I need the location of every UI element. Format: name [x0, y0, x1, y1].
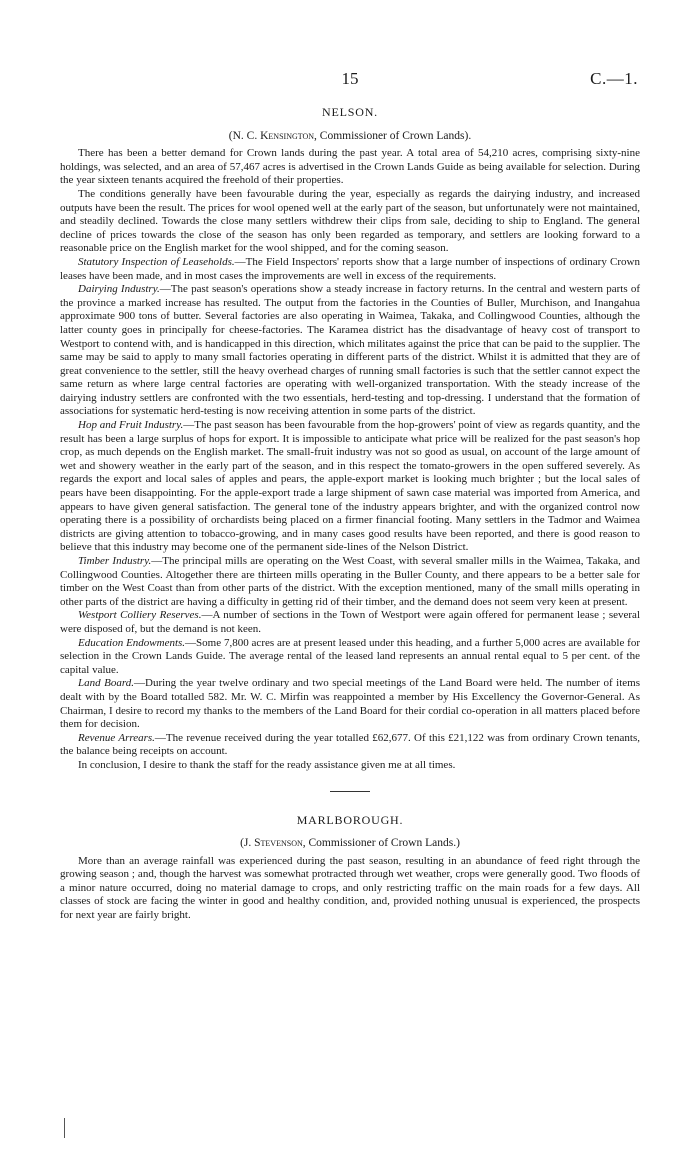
paragraph-text: —The revenue received during the year totalled £62,677. Of this £21,122 was from ordinary Crown tenants, the balance being receipts on account.	[60, 731, 640, 758]
paragraph	[60, 188, 640, 256]
paragraph-text: In conclusion, I desire to thank the staff for the ready assistance given me at all times.	[78, 758, 456, 771]
paragraph-heading: Land Board.	[78, 677, 134, 690]
paragraph-text: —The past season has been favourable from the hop-growers' point of view as regards quantity, and the result has been a large surplus of hops for export. It is impossible to anticipate what price will be realized for the past season's hop crop, as much depends on the English market. The small-fruit industry was not so good as usual, on account of the large amount of wet and showery weather in the early part of the season, and in this respect the tomato-growers in the open suffered severely. As regards the export and local sales of apples and pears, the apple-export market is looking much brighter ; but the local sales of pears have been disappointing. For the apple-export trade a large shipment of sawn case material was imported from America, and appears to have given general satisfaction. The general tone of the industry appears brighter, and with the organized control now operating there is a possibility of orchardists being placed on a firmer financial footing. Many settlers in the Tadmor and Waimea districts are giving attention to tobacco-growing, and in many cases good results have been reported, and there is good reason to believe that this industry may become one of the permanent side-lines of the Nelson District.	[60, 419, 640, 554]
commissioner-suffix: , Commissioner of Crown Lands).	[314, 129, 472, 142]
paragraph	[60, 855, 640, 923]
paragraph	[60, 283, 640, 419]
paragraph-heading: Hop and Fruit Industry.	[78, 419, 184, 432]
paragraph-text: —The Field Inspectors' reports show that a large number of inspections of ordinary Crown leases have been made, and in most cases the improvements are well in excess of the requirements.	[60, 255, 641, 282]
paragraph-heading: Statutory Inspection of Leaseholds.	[78, 255, 235, 268]
paragraph-text: —The principal mills are operating on the West Coast, with several smaller mills in the Waimea, Takaka, and Collingwood Counties. Altogether there are thirteen mills operating in the Buller County, and there appears to be a better sale for timber on the West Coast than from other parts of the district. With the exception mentioned, many of the small mills operating in other parts of the district are having a difficulty in getting rid of their timber, and the demand does not seem very keen at present.	[60, 555, 640, 608]
commissioner-name: Stevenson	[254, 837, 303, 850]
paragraph	[60, 256, 640, 283]
paragraph-text: There has been a better demand for Crown lands during the past year. A total area of 54,210 acres, comprising sixty-nine holdings, was selected, and an area of 57,467 acres is advertised in the Crown Lands Guide as being available for selection. During the year sixteen tenants acquired the freehold of their properties.	[60, 147, 640, 187]
paragraph-text: More than an average rainfall was experienced during the past season, resulting in an abundance of feed right through the growing season ; and, though the harvest was somewhat protracted through wet weather, crops were generally good. Two floods of a minor nature occurred, doing no material damage to crops, and only restricting traffic on the main roads for a few days. All classes of stock are facing the winter in good and healthy condition, and, provided nothing unusual is experienced, the prospects for next year are fairly bright.	[60, 854, 640, 922]
paragraph	[60, 147, 640, 188]
paragraph-text: —During the year twelve ordinary and two special meetings of the Land Board were held. The number of items dealt with by the Board totalled 582. Mr. W. C. Mirfin was reappointed a member by His Excellency the Governor-General. As Chairman, I desire to record my thanks to the members of the Land Board for their cordial co-operation in all matters placed before them for decision.	[60, 677, 640, 731]
commissioner-suffix: , Commissioner of Crown Lands.)	[302, 837, 460, 850]
paragraph	[60, 555, 640, 609]
commissioner-line-marlborough	[60, 837, 640, 851]
paragraph	[60, 759, 640, 773]
paragraph-heading: Revenue Arrears.	[78, 731, 155, 744]
paragraph	[60, 419, 640, 555]
paragraph	[60, 732, 640, 759]
paragraph	[60, 637, 640, 678]
section-title-nelson: NELSON.	[322, 105, 378, 119]
document-code: C.—1.	[590, 69, 638, 88]
paragraph-heading: Dairying Industry.	[78, 283, 160, 296]
paragraph-heading: Education Endowments.	[78, 636, 186, 649]
paragraph-heading: Timber Industry.	[78, 555, 152, 567]
paragraph	[60, 609, 640, 636]
paragraph-text: The conditions generally have been favourable during the year, especially as regards the dairying industry, and increased outputs have been the result. The prices for wool opened well at the early part of the season, but unfortunately were not maintained, and steadily declined. Towards the close many settlers withdrew their clips from sale, deciding to ship to England. The general decline of prices towards the close of the season has only been regarded as temporary, and settlers are looking forward to a reasonable price on the English market for the wool shipped, and for the coming season.	[60, 187, 640, 255]
paragraph-text: —A number of sections in the Town of Westport were again offered for permanent lease ; several were disposed of, but the demand is not keen.	[60, 609, 640, 635]
paragraph-text: —Some 7,800 acres are at present leased under this heading, and a further 5,000 acres are available for selection in the Crown Lands Guide. The average rental of the leased land represents an annual rental equal to 5 per cent. of the capital value.	[60, 636, 640, 676]
margin-mark	[64, 1118, 65, 1138]
paragraph	[60, 677, 640, 731]
commissioner-name: Kensington	[260, 129, 315, 142]
paragraph-heading: Westport Colliery Reserves.	[78, 609, 202, 622]
page-number: 15	[341, 69, 359, 88]
section-divider	[330, 791, 370, 792]
commissioner-prefix: (N. C.	[228, 129, 261, 142]
commissioner-prefix: (J.	[240, 837, 255, 850]
section-title-marlborough: MARLBOROUGH.	[296, 812, 404, 827]
paragraph-text: —The past season's operations show a steady increase in factory returns. In the central and western parts of the province a marked increase has resulted. The output from the factories in the Counties of Buller, Murchison, and Inangahua approximate 900 tons of butter. Several factories are also operating in Waimea, Takaka, and Collingwood Counties, although the latter county goes in principally for cheese-factories. The Karamea district has the disadvantage of heavy cost of transport to Westport to contend with, and is handicapped in this direction, which militates against the price that can be paid to the supplier. The same may be said to apply to many small factories operating in different parts of the district. Whilst it is admitted that they are of great convenience to the settler, still the heavy overhead charges of running small factories is such that the settler cannot expect the same return as where large central factories are operating with well-organized transportation. With the steady increase of the dairying industry settlers are confronted with the two essentials, herd-testing and top-dressing. I understand that the formation of associations for systematic herd-testing is now receiving attention in some parts of the district.	[60, 283, 640, 418]
commissioner-line-nelson	[60, 130, 640, 144]
